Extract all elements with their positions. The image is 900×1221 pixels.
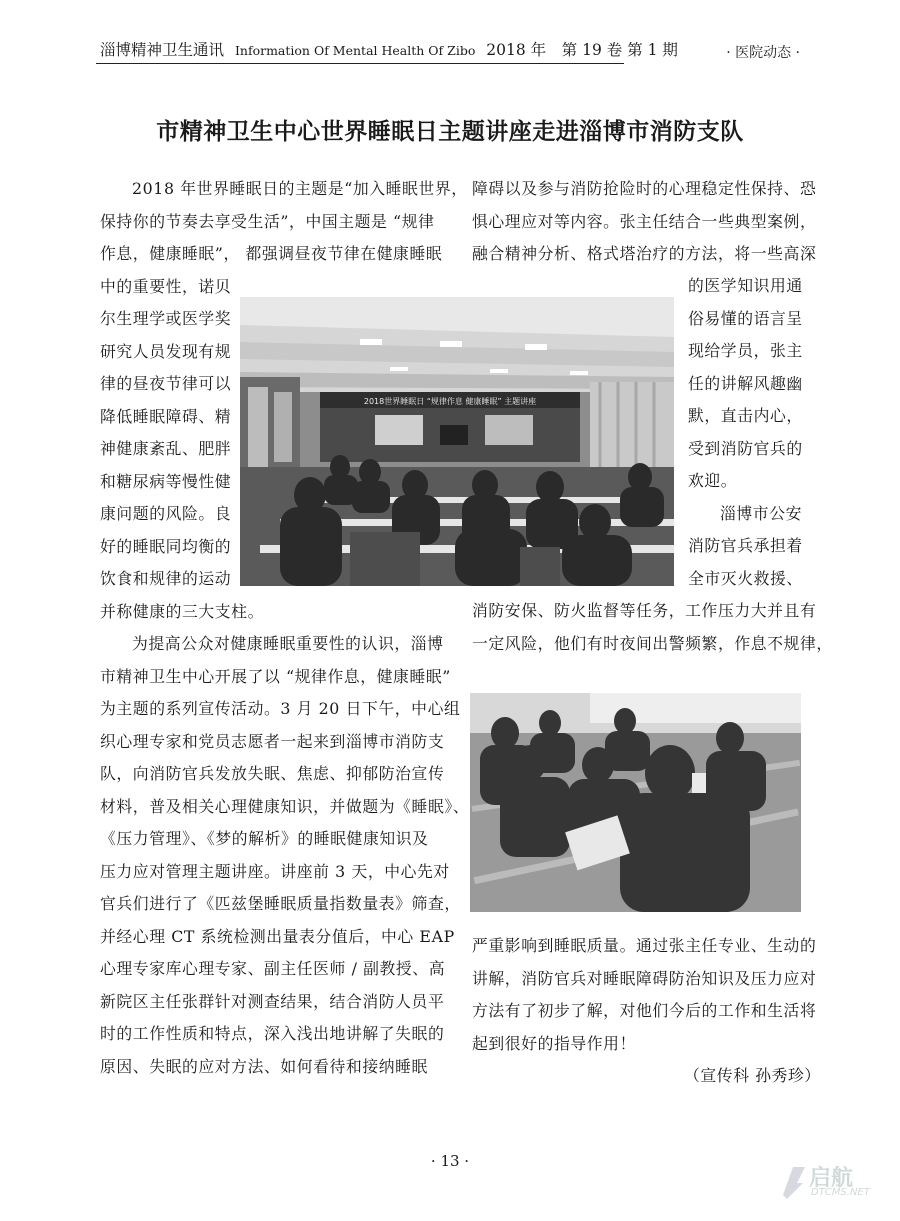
header-rule: [96, 63, 624, 64]
paragraph-line: 淄博市公安: [720, 503, 802, 523]
paragraph-line: 中的重要性，诺贝: [100, 276, 232, 296]
issue-info: 2018 年 第 19 卷 第 1 期: [486, 41, 678, 59]
paragraph-line: 为主题的系列宣传活动。3 月 20 日下午，中心组: [100, 699, 461, 718]
paragraph-line: 讲解，消防官兵对睡眠障碍防治知识及压力应对: [472, 968, 817, 988]
paragraph-line: 织心理专家和党员志愿者一起来到淄博市消防支: [100, 731, 445, 751]
paragraph-line: 队，向消防官兵发放失眠、焦虑、抑郁防治宣传: [100, 764, 445, 783]
paragraph-line: 材料，普及相关心理健康知识，并做题为《睡眠》、: [100, 796, 470, 816]
paragraph-line: 时的工作性质和特点，深入浅出地讲解了失眠的: [100, 1024, 445, 1043]
article-title: 市精神卫生中心世界睡眠日主题讲座走进淄博市消防支队: [156, 118, 744, 145]
paragraph-line: 严重影响到睡眠质量。通过张主任专业、生动的: [472, 936, 817, 955]
paragraph-line: 一定风险，他们有时夜间出警频繁，作息不规律，: [472, 633, 833, 653]
watermark-brand: 启航: [809, 1166, 854, 1191]
paragraph-line: 欢迎。: [688, 471, 738, 490]
paragraph-line: 压力应对管理主题讲座。讲座前 3 天，中心先对: [100, 861, 450, 881]
paragraph-line: 消防安保、防火监督等任务，工作压力大并且有: [472, 601, 817, 620]
paragraph-line: 研究人员发现有规: [100, 341, 232, 361]
paragraph-line: 心理专家库心理专家、副主任医师 / 副教授、高: [100, 959, 446, 978]
paragraph-line: 康问题的风险。良: [100, 504, 232, 523]
paragraph-line: 饮食和规律的运动: [100, 569, 232, 588]
paragraph-line: 保持你的节奏去享受生活”，中国主题是 “规律: [100, 211, 435, 231]
paragraph-line: 原因、失眠的应对方法、如何看待和接纳睡眠: [100, 1056, 428, 1076]
paragraph-line: 任的讲解风趣幽: [688, 373, 803, 393]
paragraph-line: 新院区主任张群针对测查结果，结合消防人员平: [100, 991, 445, 1011]
banner-text: 2018世界睡眠日 “规律作息 健康睡眠” 主题讲座: [363, 397, 537, 406]
right-column-bottom: [472, 930, 821, 1093]
lecture-hall-photo: [240, 297, 674, 586]
section-label: · 医院动态 ·: [726, 45, 800, 61]
paragraph-line: 神健康紊乱、肥胖: [100, 439, 232, 458]
paragraph-line: 律的昼夜节律可以: [100, 374, 232, 393]
right-column-wrap: [688, 270, 803, 595]
paragraph-line: 为提高公众对健康睡眠重要性的认识，淄博: [132, 634, 444, 653]
paragraph-line: 的医学知识用通: [688, 276, 803, 295]
paragraph-line: 受到消防官兵的: [688, 438, 803, 458]
paragraph-line: 官兵们进行了《匹兹堡睡眠质量指数量表》筛查，: [100, 894, 461, 913]
page-number: · 13 ·: [430, 1152, 470, 1170]
watermark-logo: [779, 1161, 874, 1203]
paragraph-line: 作息，健康睡眠”， 都强调昼夜节律在健康睡眠: [100, 244, 443, 263]
right-column-mid: [472, 595, 833, 660]
paragraph-line: 并经心理 CT 系统检测出量表分值后，中心 EAP: [100, 926, 455, 946]
paragraph-line: 《压力管理》、《梦的解析》的睡眠健康知识及: [100, 829, 429, 848]
journal-name: 淄博精神卫生通讯: [100, 41, 225, 59]
paragraph-line: 默，直击内心，: [688, 406, 803, 425]
paragraph-line: 市精神卫生中心开展了以 “规律作息，健康睡眠”: [100, 666, 451, 686]
running-header: [100, 38, 678, 60]
paragraph-line: 俗易懂的语言呈: [688, 308, 803, 328]
paragraph-line: 融合精神分析、格式塔治疗的方法，将一些高深: [472, 244, 817, 263]
paragraph-line: 起到很好的指导作用！: [472, 1033, 636, 1053]
paragraph-line: 降低睡眠障碍、精: [100, 406, 232, 426]
paragraph-line: 惧心理应对等内容。张主任结合一些典型案例，: [472, 211, 817, 231]
paragraph-line: 好的睡眠同均衡的: [100, 536, 232, 556]
officers-reading-photo: [470, 693, 801, 912]
paragraph-line: 方法有了初步了解，对他们今后的工作和生活将: [472, 1001, 817, 1020]
watermark-icon: [779, 1161, 809, 1201]
paragraph-line: 和糖尿病等慢性健: [100, 471, 232, 491]
byline: （宣传科 孙秀珍）: [684, 1066, 821, 1085]
paragraph-line: 消防官兵承担着: [688, 536, 803, 555]
paragraph-line: 并称健康的三大支柱。: [100, 601, 264, 621]
paragraph-line: 2018 年世界睡眠日的主题是“加入睡眠世界，: [132, 179, 468, 198]
paragraph-line: 现给学员，张主: [688, 341, 803, 360]
journal-name-en: Information Of Mental Health Of Zibo: [234, 43, 476, 58]
paragraph-line: 尔生理学或医学奖: [100, 309, 232, 328]
paragraph-line: 障碍以及参与消防抢险时的心理稳定性保持、恐: [472, 179, 817, 198]
right-column-top: [472, 173, 816, 271]
watermark-site: DTCMS.NET: [811, 1187, 870, 1198]
paragraph-line: 全市灭火救援、: [688, 568, 803, 588]
